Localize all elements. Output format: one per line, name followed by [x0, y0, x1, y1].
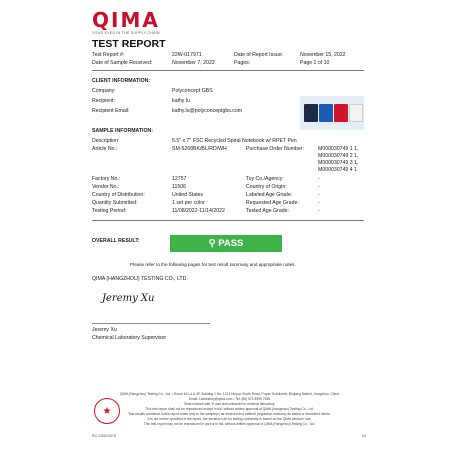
po-value-2: M000030749 2 1,	[318, 153, 359, 159]
logo-tagline: YOUR EYES IN THE SUPPLY CHAIN	[92, 31, 160, 35]
footer-contact: Email: Laboratory@qima.com • Tel: (86) 571 8999 7538	[188, 397, 271, 401]
distribution-value: United States	[172, 192, 204, 198]
quantity-label: Quantity Submitted:	[92, 200, 138, 206]
seal-icon: ★	[94, 398, 120, 424]
tested-age-label: Tested Age Grade:	[246, 208, 289, 214]
refer-note: Please refer to the following pages for test result summary and appropriate notes.	[130, 262, 296, 267]
notebook-blue	[319, 104, 333, 122]
pass-result-text: PASS	[218, 238, 244, 249]
form-code: RC-CS02-0079	[92, 434, 116, 438]
origin-label: Country of Origin:	[246, 184, 287, 190]
issue-date: November 15, 2022	[300, 52, 346, 58]
recipient-label: Recipient:	[92, 98, 116, 104]
received-label: Date of Sample Received:	[92, 60, 153, 66]
footer-reproduction: This test report shall not be reproduced except in full, without written approval of QIMA (Hangzhou) Testing Co., Ltd.	[145, 407, 314, 411]
handwritten-signature: Jeremy Xu	[102, 293, 155, 304]
toy-label: Toy Co./Agency:	[246, 176, 284, 182]
po-value-4: M000030749 4 1	[318, 167, 357, 173]
quantity-value: 1 set per color	[172, 200, 205, 206]
sample-divider	[92, 220, 364, 221]
description-value: 5.5" x 7" FSC Recycled Spiral Notebook w/ RPET Pen	[172, 138, 297, 144]
pass-result-badge	[170, 235, 282, 252]
pages-value: Page 1 of 10	[300, 60, 330, 66]
notebook-black	[304, 104, 318, 122]
pages-label: Pages:	[234, 60, 251, 66]
article-label: Article No.:	[92, 146, 118, 152]
footer-subcontract: Tests marked with '#' was subcontracted to external laboratory.	[183, 402, 276, 406]
requested-age-value: -	[318, 200, 320, 206]
vendor-label: Vendor No.:	[92, 184, 120, 190]
period-label: Testing Period:	[92, 208, 127, 214]
overall-result-label: OVERALL RESULT:	[92, 238, 140, 244]
report-no-label: Test Report #:	[92, 52, 125, 58]
issue-label: Date of Report Issue:	[234, 52, 284, 58]
notebook-white	[349, 104, 363, 122]
recipient-value: kathy lu	[172, 98, 190, 104]
signer-role: Chemical Laboratory Supervisor	[92, 335, 167, 341]
company-label: Company:	[92, 88, 116, 94]
header-divider	[92, 70, 364, 71]
signature-line	[92, 323, 210, 324]
pass-icon: ⚲	[208, 238, 216, 249]
page-code: A1	[362, 434, 367, 438]
client-heading: CLIENT INFORMATION:	[92, 78, 151, 84]
po-value-1: M000030749 1 1,	[318, 146, 359, 152]
qima-logo: QIMA	[92, 8, 160, 32]
description-label: Description:	[92, 138, 120, 144]
footer-copyright: This test report may not be reproduced in part or in full, without written approval of QIMA (Hangzhou) Testing Co., Ltd.	[143, 422, 316, 426]
toy-value: -	[318, 176, 320, 182]
origin-value: -	[318, 184, 320, 190]
factory-value: 12757	[172, 176, 187, 182]
report-no: 22W-017971	[172, 52, 202, 58]
email-label: Recipient Email:	[92, 108, 130, 114]
factory-label: Factory No.:	[92, 176, 121, 182]
vendor-value: 11506	[172, 184, 187, 190]
lab-name: QIMA (HANGZHOU) TESTING CO., LTD.	[92, 276, 188, 282]
po-label: Purchase Order Number:	[246, 146, 304, 152]
email-value: kathy.lu@polyconceptgbs.com	[172, 108, 243, 114]
notebook-sample-photo	[300, 96, 364, 130]
document-title: TEST REPORT	[92, 38, 166, 50]
footer-decision-rule: It is not further specified in the report, the decision rule for stating conformity is based on the QIMA decision rule.	[147, 417, 312, 421]
requested-age-label: Requested Age Grade:	[246, 200, 299, 206]
company-value: Polyconcept GBS	[172, 88, 213, 94]
distribution-label: Country of Distribution:	[92, 192, 145, 198]
sample-heading: SAMPLE INFORMATION:	[92, 128, 153, 134]
labeled-age-label: Labeled Age Grade:	[246, 192, 293, 198]
notebook-red	[334, 104, 348, 122]
signer-name: Jeremy Xu	[92, 327, 117, 333]
footer-address: QIMA (Hangzhou) Testing Co., Ltd. • Room 401-4 & 4F, Building 1 No. 1213 Huiyun South Road, Puyan Subdistrict, Binjiang District, Hangzhou, China	[119, 392, 340, 396]
article-value: SM-5268BK/BL/RD/WH	[172, 146, 227, 152]
footer-results-note: Test results contained in this report relate only to the sample(s) as received and method (regulation sections) as stated or described herein.	[128, 412, 331, 416]
po-value-3: M000030749 3 1,	[318, 160, 359, 166]
period-value: 11/08/2022-11/14/2022	[172, 208, 225, 214]
tested-age-value: -	[318, 208, 320, 214]
labeled-age-value: -	[318, 192, 320, 198]
received-date: November 7, 2022	[172, 60, 215, 66]
